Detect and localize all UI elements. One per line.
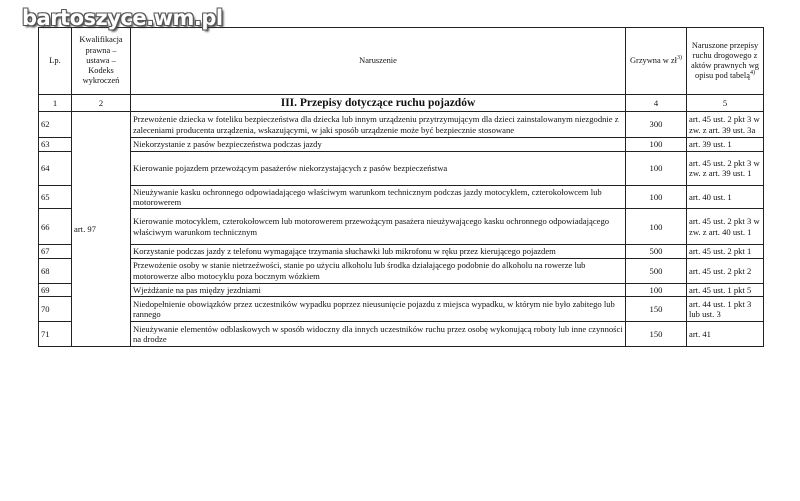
row-violation: Niekorzystanie z pasów bezpieczeństwa podczas jazdy [131, 138, 626, 151]
header-lp: Lp. [39, 28, 72, 95]
row-violation: Nieużywanie kasku ochronnego odpowiadającego właściwym warunkom technicznym podczas jazdy motocyklem, czterokołowcem lub motorowerem [131, 185, 626, 209]
row-fine: 100 [626, 138, 687, 151]
row-lp: 64 [39, 151, 72, 185]
row-fine: 500 [626, 258, 687, 283]
header-fine-footnote: 3) [676, 55, 682, 62]
violations-table [38, 27, 764, 347]
header-violation: Naruszenie [131, 28, 626, 95]
table-row [39, 297, 764, 322]
row-fine: 100 [626, 185, 687, 209]
row-lp: 66 [39, 209, 72, 245]
row-regulations: art. 45 ust. 2 pkt 3 w zw. z art. 40 ust. 1 [687, 209, 764, 245]
column-number-2: 2 [72, 95, 131, 112]
row-fine: 150 [626, 322, 687, 347]
row-fine: 500 [626, 245, 687, 258]
row-fine: 100 [626, 283, 687, 296]
header-regulations [687, 28, 764, 95]
row-lp: 62 [39, 112, 72, 138]
row-regulations: art. 45 ust. 2 pkt 3 w zw. z art. 39 ust. 3a [687, 112, 764, 138]
row-violation: Przewożenie dziecka w foteliku bezpieczeństwa dla dziecka lub innym urządzeniu przytrzymującym dla dzieci zainstalowanym niezgodnie z zaleceniami producenta urządzenia, wskazującymi, w jaki sposób urządzenie może być bezpiecznie stosowane [131, 112, 626, 138]
table-row [39, 138, 764, 151]
legal-basis-cell: art. 97 [72, 112, 131, 347]
header-fine [626, 28, 687, 95]
row-violation: Kierowanie motocyklem, czterokołowcem lub motorowerem przewożącym pasażera nieużywającego kasku ochronnego odpowiadającego właściwym warunkom technicznym [131, 209, 626, 245]
table-row [39, 185, 764, 209]
row-regulations: art. 41 [687, 322, 764, 347]
row-lp: 65 [39, 185, 72, 209]
watermark-text: bartoszyce.wm.pl [22, 6, 223, 30]
row-violation: Nieużywanie elementów odblaskowych w sposób widoczny dla innych uczestników ruchu przez osobę wykonującą roboty lub inne czynności na drodze [131, 322, 626, 347]
column-number-5: 5 [687, 95, 764, 112]
column-number-1: 1 [39, 95, 72, 112]
header-legal-qualification: Kwalifikacja prawna – ustawa – Kodeks wykroczeń [72, 28, 131, 95]
header-regulations-footnote: 4) [749, 70, 755, 77]
row-violation: Korzystanie podczas jazdy z telefonu wymagające trzymania słuchawki lub mikrofonu w ręku przez kierującego pojazdem [131, 245, 626, 258]
row-regulations: art. 39 ust. 1 [687, 138, 764, 151]
section-title: III. Przepisy dotyczące ruchu pojazdów [131, 95, 626, 112]
row-violation: Kierowanie pojazdem przewożącym pasażerów niekorzystających z pasów bezpieczeństwa [131, 151, 626, 185]
row-lp: 63 [39, 138, 72, 151]
row-lp: 71 [39, 322, 72, 347]
table-row [39, 112, 764, 138]
row-regulations: art. 44 ust. 1 pkt 3 lub ust. 3 [687, 297, 764, 322]
row-fine: 100 [626, 151, 687, 185]
column-number-4: 4 [626, 95, 687, 112]
table-row [39, 209, 764, 245]
row-regulations: art. 45 ust. 2 pkt 3 w zw. z art. 39 ust. 1 [687, 151, 764, 185]
header-regulations-label: Naruszone przepisy ruchu drogowego z aktów prawnych wg opisu pod tabelą [691, 40, 759, 81]
row-lp: 67 [39, 245, 72, 258]
row-fine: 100 [626, 209, 687, 245]
row-violation: Niedopełnienie obowiązków przez uczestników wypadku poprzez nieusunięcie pojazdu z miejsca wypadku, w którym nie było zabitego lub rannego [131, 297, 626, 322]
table-header-row [39, 28, 764, 95]
table-row [39, 258, 764, 283]
row-fine: 300 [626, 112, 687, 138]
table-row [39, 151, 764, 185]
table-row [39, 322, 764, 347]
row-fine: 150 [626, 297, 687, 322]
row-lp: 68 [39, 258, 72, 283]
table-row [39, 245, 764, 258]
row-violation: Przewożenie osoby w stanie nietrzeźwości, stanie po użyciu alkoholu lub środka działającego podobnie do alkoholu na rowerze lub motorowerze albo motocyklu poza bocznym wózkiem [131, 258, 626, 283]
row-regulations: art. 45 ust. 2 pkt 2 [687, 258, 764, 283]
row-lp: 69 [39, 283, 72, 296]
row-lp: 70 [39, 297, 72, 322]
row-regulations: art. 45 ust. 1 pkt 5 [687, 283, 764, 296]
table-row [39, 283, 764, 296]
row-violation: Wjeżdżanie na pas między jezdniami [131, 283, 626, 296]
row-regulations: art. 45 ust. 2 pkt 1 [687, 245, 764, 258]
column-number-row [39, 95, 764, 112]
header-fine-label: Grzywna w zł [630, 55, 677, 65]
row-regulations: art. 40 ust. 1 [687, 185, 764, 209]
